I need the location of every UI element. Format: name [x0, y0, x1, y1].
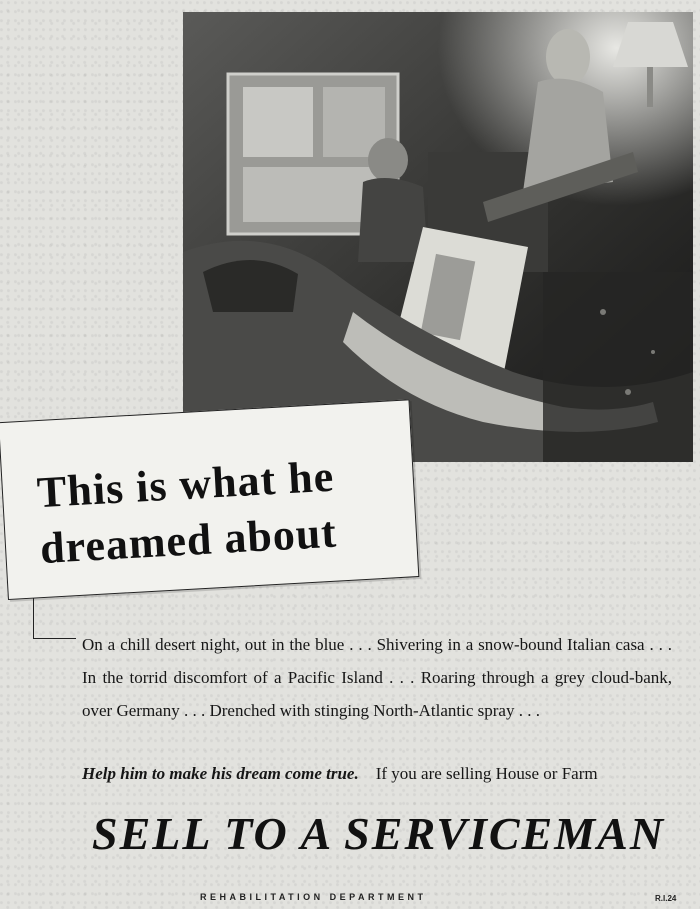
body-copy: [82, 628, 672, 727]
headline-card: [0, 399, 419, 600]
cta-italic: Help him to make his dream come true.: [82, 764, 359, 783]
slogan: SELL TO A SERVICEMAN: [92, 808, 666, 859]
cta-text: If you are selling House or Farm: [375, 764, 598, 783]
headline-title: This is what he dreamed about: [35, 451, 339, 574]
ad-code: R.I.24: [655, 894, 677, 903]
department-credit: REHABILITATION DEPARTMENT: [200, 892, 427, 902]
card-corner-line: [33, 598, 76, 639]
family-home-illustration: [183, 12, 693, 462]
call-to-action: [82, 761, 674, 787]
body-paragraph: On a chill desert night, out in the blue . . . Shivering in a snow-bound Italian casa . . . In the torrid discomfort of a Pacific Island . . . Roaring through a grey cloud-bank, over Germany . . . Drenched with stinging North-Atlantic spray . . .: [82, 635, 672, 720]
